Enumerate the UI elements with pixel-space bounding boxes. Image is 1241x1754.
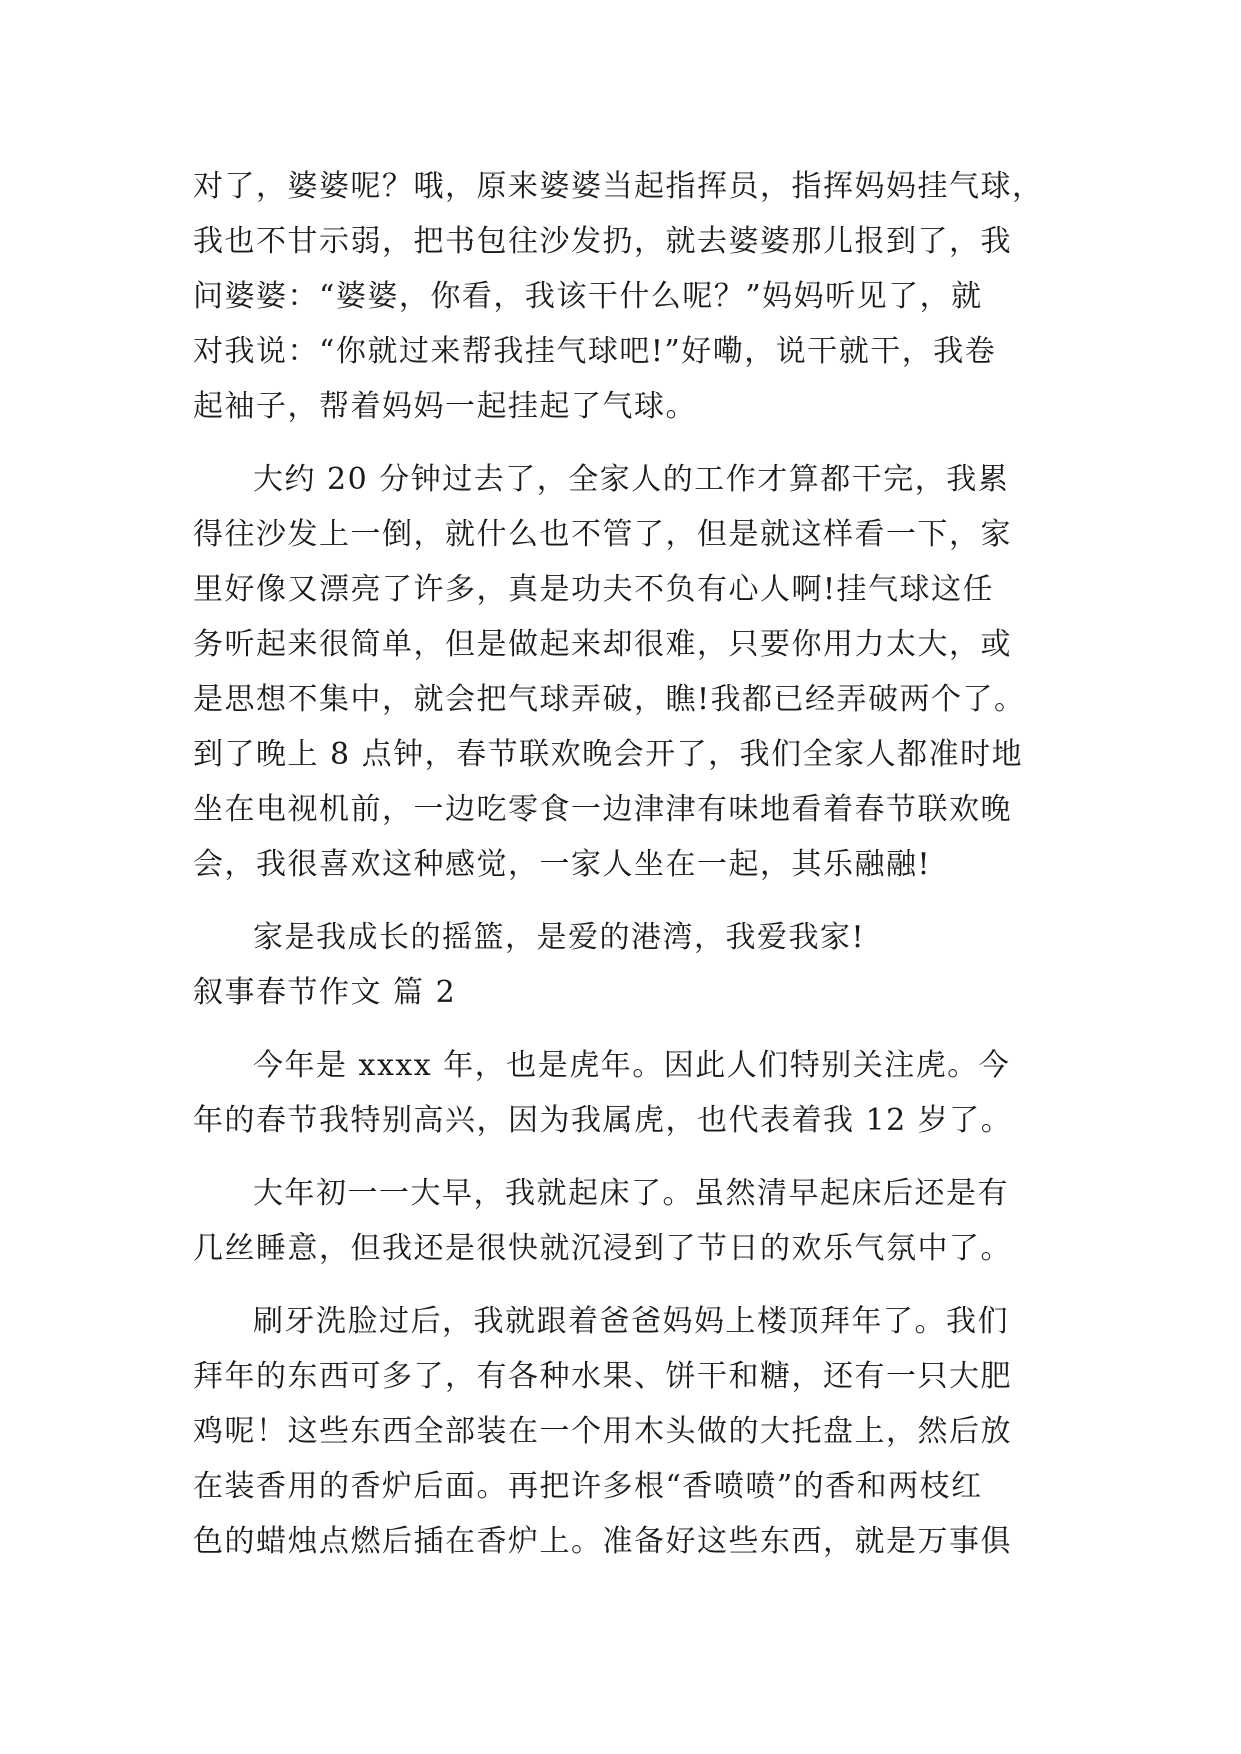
body-text-line: 务听起来很简单，但是做起来却很难，只要你用力太大，或 <box>193 627 1012 662</box>
paragraph-start-line: 家是我成长的摇篮，是爱的港湾，我爱我家! <box>253 920 866 955</box>
body-text-line: 会，我很喜欢这种感觉，一家人坐在一起，其乐融融! <box>193 847 932 882</box>
body-text-line: 拜年的东西可多了，有各种水果、饼干和糖，还有一只大肥 <box>193 1359 1012 1394</box>
body-text-line: 年的春节我特别高兴，因为我属虎，也代表着我 12 岁了。 <box>193 1103 1013 1138</box>
paragraph-start-line: 今年是 xxxx 年，也是虎年。因此人们特别关注虎。今 <box>253 1048 1011 1083</box>
body-text-line: 在装香用的香炉后面。再把许多根“香喷喷”的香和两枝红 <box>193 1469 983 1504</box>
body-text-line: 得往沙发上一倒，就什么也不管了，但是就这样看一下，家 <box>193 517 1012 552</box>
body-text-line: 问婆婆：“婆婆，你看，我该干什么呢？”妈妈听见了，就 <box>193 279 983 314</box>
section-heading: 叙事春节作文 篇 2 <box>193 975 457 1010</box>
paragraph-start-line: 大年初一一大早，我就起床了。虽然清早起床后还是有 <box>253 1176 1009 1211</box>
body-text-line: 色的蜡烛点燃后插在香炉上。准备好这些东西，就是万事俱 <box>193 1524 1012 1559</box>
body-text-line: 对我说：“你就过来帮我挂气球吧!”好嘞，说干就干，我卷 <box>193 334 997 369</box>
body-text-line: 坐在电视机前，一边吃零食一边津津有味地看着春节联欢晚 <box>193 792 1012 827</box>
paragraph-start-line: 刷牙洗脸过后，我就跟着爸爸妈妈上楼顶拜年了。我们 <box>253 1304 1009 1339</box>
body-text-line: 到了晚上 8 点钟，春节联欢晚会开了，我们全家人都准时地 <box>193 737 1024 772</box>
body-text-line: 是思想不集中，就会把气球弄破，瞧!我都已经弄破两个了。 <box>193 682 1026 717</box>
paragraph-start-line: 大约 20 分钟过去了，全家人的工作才算都干完，我累 <box>253 462 1010 497</box>
body-text-line: 几丝睡意，但我还是很快就沉浸到了节日的欢乐气氛中了。 <box>193 1231 1012 1266</box>
body-text-line: 对了，婆婆呢？哦，原来婆婆当起指挥员，指挥妈妈挂气球， <box>193 169 1044 204</box>
body-text-line: 我也不甘示弱，把书包往沙发扔，就去婆婆那儿报到了，我 <box>193 224 1012 259</box>
body-text-line: 里好像又漂亮了许多，真是功夫不负有心人啊!挂气球这任 <box>193 572 995 607</box>
body-text-line: 鸡呢！这些东西全部装在一个用木头做的大托盘上，然后放 <box>193 1414 1012 1449</box>
body-text-line: 起袖子，帮着妈妈一起挂起了气球。 <box>193 389 697 424</box>
